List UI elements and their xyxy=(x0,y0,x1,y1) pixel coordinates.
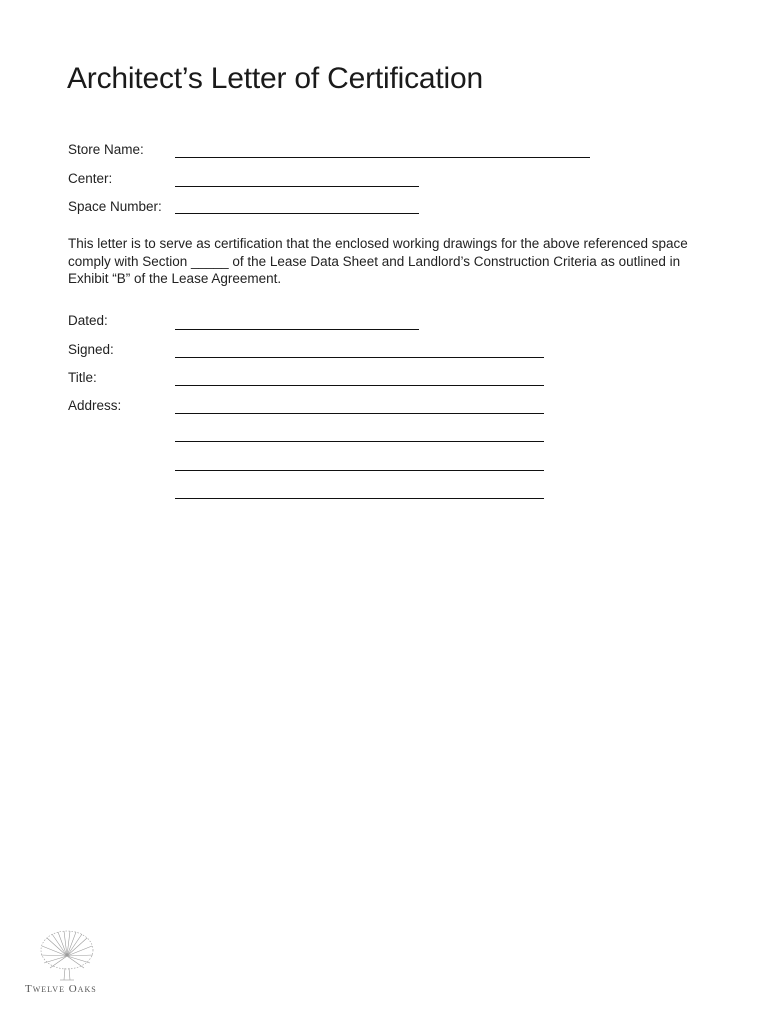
title-label: Title: xyxy=(68,370,97,385)
address-field-line-2[interactable] xyxy=(175,441,544,442)
title-field[interactable] xyxy=(175,385,544,386)
address-field-line-4[interactable] xyxy=(175,498,544,499)
center-field[interactable] xyxy=(175,186,419,187)
page-title: Architect’s Letter of Certification xyxy=(67,62,483,95)
certification-paragraph: This letter is to serve as certification that the enclosed working drawings for the above referenced space comply with Section _____ of the Lease Data Sheet and Landlord’s Construction Criteria as outlined in Exhibit “B” of the Lease Agreement. xyxy=(68,236,688,286)
signed-field[interactable] xyxy=(175,357,544,358)
address-label: Address: xyxy=(68,398,122,413)
dated-field[interactable] xyxy=(175,329,419,330)
address-field-line-3[interactable] xyxy=(175,470,544,471)
store-name-field[interactable] xyxy=(175,157,590,158)
address-field-line-1[interactable] xyxy=(175,413,544,414)
signed-label: Signed: xyxy=(68,342,114,357)
space-number-label: Space Number: xyxy=(68,199,162,214)
store-name-label: Store Name: xyxy=(68,142,144,157)
dated-label: Dated: xyxy=(68,313,108,328)
space-number-field[interactable] xyxy=(175,213,419,214)
logo-text: Twelve Oaks xyxy=(25,983,97,995)
center-label: Center: xyxy=(68,171,113,186)
